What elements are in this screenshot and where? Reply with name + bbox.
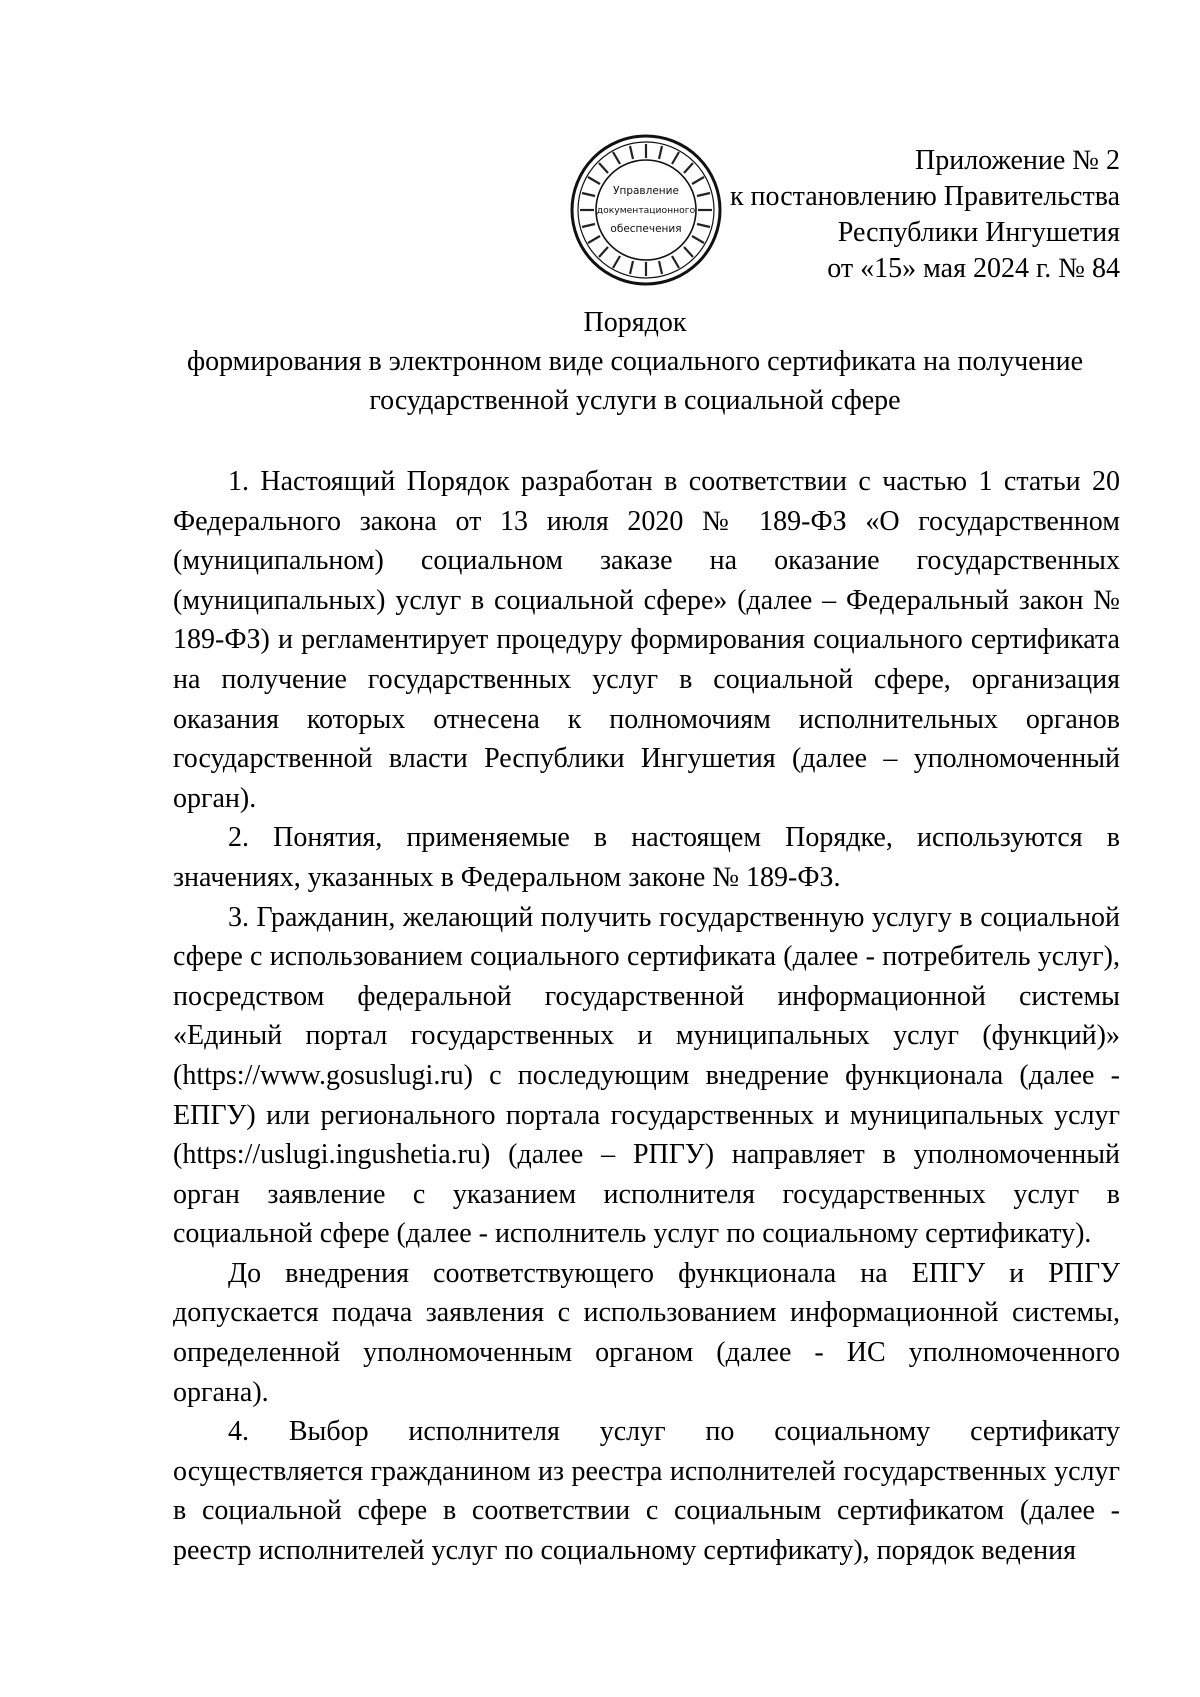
appendix-header xyxy=(730,143,1120,287)
appendix-date-number: от «15» мая 2024 г. № 84 xyxy=(827,253,1120,284)
title-line-3: государственной услуги в социальной сфере xyxy=(369,385,901,416)
paragraph-2: 2. Понятия, применяемые в настоящем Порядке, используются в значениях, указанных в Федеральном законе № 189-ФЗ. xyxy=(173,822,1120,893)
paragraph-5: 4. Выбор исполнителя услуг по социальному сертификату осуществляется гражданином из реестра исполнителей государственных услуг в социальной сфере в соответствии с социальным сертификатом (далее - реестр исполнителей услуг по социальному сертификату), порядок ведения xyxy=(173,1416,1120,1567)
seal-text-line-3: обеспечения xyxy=(610,223,682,235)
document-title xyxy=(150,303,1120,420)
paragraph-4: До внедрения соответствующего функционала на ЕПГУ и РПГУ допускается подача заявления с использованием информационной системы, определенной уполномоченным органом (далее - ИС уполномоченного органа). xyxy=(173,1257,1120,1408)
document-body xyxy=(173,462,1120,1571)
appendix-reference: к постановлению Правительства xyxy=(729,181,1120,212)
title-line-2: формирования в электронном виде социального сертификата на получение xyxy=(186,346,1084,377)
official-seal-stamp xyxy=(566,130,726,290)
seal-icon xyxy=(566,130,726,290)
seal-text-line-2: документационного xyxy=(596,205,696,216)
paragraph-1: 1. Настоящий Порядок разработан в соответствии с частью 1 статьи 20 Федерального закона от 13 июля 2020 № 189-ФЗ «О государственном (муниципальном) социальном заказе на оказание государственных (муниципальных) услуг в социальной сфере» (далее – Федеральный закон № 189-ФЗ) и регламентирует процедуру формирования социального сертификата на получение государственных услуг в социальной сфере, организация оказания которых отнесена к полномочиям исполнительных органов государственной власти Республики Ингушетия (далее – уполномоченный орган). xyxy=(173,466,1120,814)
seal-text-line-1: Управление xyxy=(613,185,679,197)
title-line-1: Порядок xyxy=(583,307,687,338)
appendix-region: Республики Ингушетия xyxy=(837,217,1120,248)
paragraph-3: 3. Гражданин, желающий получить государственную услугу в социальной сфере с использованием социального сертификата (далее - потребитель услуг), посредством федеральной государственной информационной системы «Единый портал государственных и муниципальных услуг (функций)» (https://www.gosuslugi.ru) с последующим внедрение функционала (далее - ЕПГУ) или регионального портала государственных и муниципальных услуг (https://uslugi.ingushetia.ru) (далее – РПГУ) направляет в уполномоченный орган заявление с указанием исполнителя государственных услуг в социальной сфере (далее - исполнитель услуг по социальному сертификату). xyxy=(173,901,1120,1250)
appendix-number: Приложение № 2 xyxy=(915,145,1120,176)
